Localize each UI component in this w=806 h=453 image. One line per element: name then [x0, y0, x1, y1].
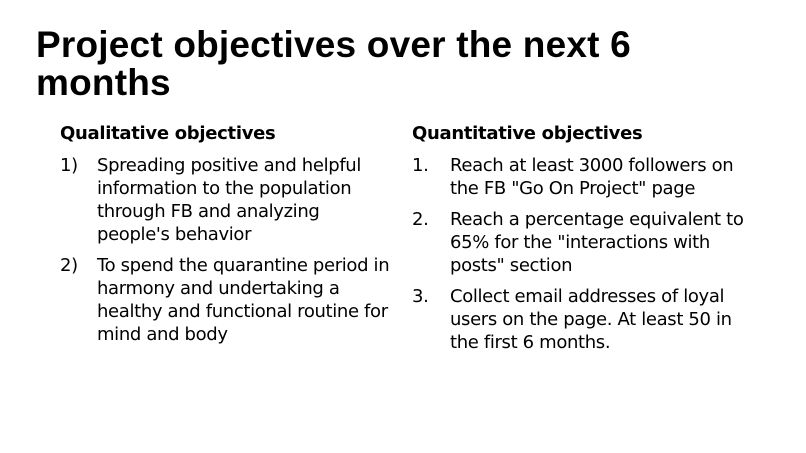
list-item [412, 154, 757, 200]
list-item [412, 208, 757, 277]
qualitative-list [60, 154, 390, 346]
list-item-marker: 1) [60, 155, 78, 176]
list-item-text: Collect email addresses of loyal users on the page. At least 50 in the first 6 months. [450, 286, 732, 353]
list-item-marker: 2) [60, 255, 78, 276]
quantitative-objectives-column [412, 122, 757, 362]
qualitative-objectives-column [60, 122, 390, 354]
list-item-marker: 2. [412, 209, 429, 230]
list-item-text: Spreading positive and helpful information to the population through FB and analyzing people's behavior [97, 155, 362, 245]
list-item [412, 285, 757, 354]
list-item [60, 254, 390, 346]
quantitative-list [412, 154, 757, 354]
qualitative-heading: Qualitative objectives [60, 123, 276, 144]
slide-title: Project objectives over the next 6 months [36, 24, 631, 103]
list-item-marker: 1. [412, 155, 429, 176]
list-item-text: Reach at least 3000 followers on the FB "Go On Project" page [450, 155, 734, 199]
list-item-marker: 3. [412, 286, 429, 307]
list-item [60, 154, 390, 246]
quantitative-heading: Quantitative objectives [412, 123, 643, 144]
list-item-text: To spend the quarantine period in harmony and undertaking a healthy and functional routine for mind and body [97, 255, 390, 345]
list-item-text: Reach a percentage equivalent to 65% for the "interactions with posts" section [450, 209, 744, 276]
